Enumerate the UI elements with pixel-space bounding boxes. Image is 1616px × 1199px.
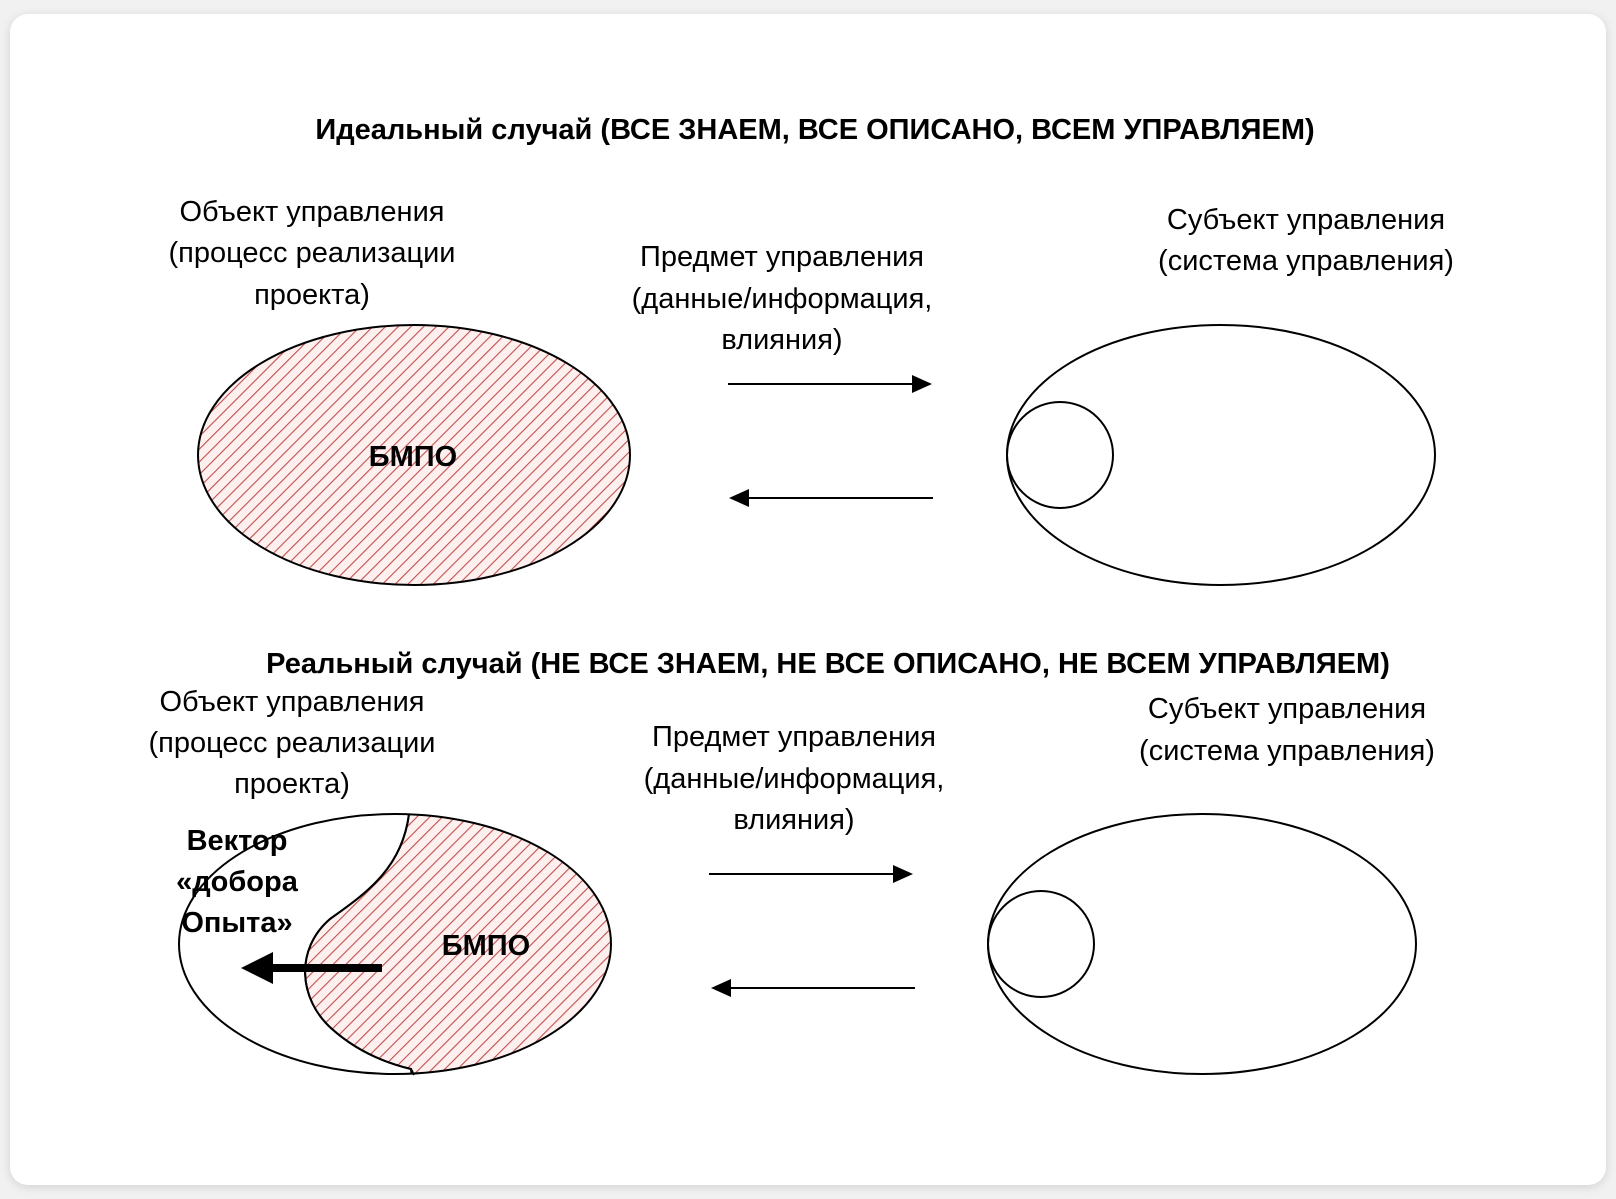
ideal-subject-line-2: (система управления) <box>1158 245 1454 277</box>
real-predmet-line-3: влияния) <box>733 804 855 836</box>
real-arrow-left <box>711 979 915 997</box>
ideal-bmpo-label: БМПО <box>368 441 458 473</box>
real-subject-line-1: Субъект управления <box>1147 693 1427 725</box>
real-vector-label <box>176 825 299 939</box>
ideal-predmet-line-3: влияния) <box>721 324 843 356</box>
real-title: Реальный случай (НЕ ВСЕ ЗНАЕМ, НЕ ВСЕ ОПИСАНО, НЕ ВСЕМ УПРАВЛЯЕМ) <box>266 648 1390 680</box>
real-object-line-1: Объект управления <box>159 686 425 718</box>
real-subject-inner-circle <box>988 891 1094 997</box>
ideal-subject-line-1: Субъект управления <box>1166 204 1446 236</box>
real-subject-ellipse <box>988 814 1416 1074</box>
ideal-predmet-line-1: Предмет управления <box>640 241 924 273</box>
diagram-card <box>10 14 1606 1185</box>
ideal-object-line-1: Объект управления <box>179 196 445 228</box>
real-object-line-2: (процесс реализации <box>148 727 436 759</box>
ideal-predmet-line-2: (данные/информация, <box>631 283 933 315</box>
control-diagram <box>10 14 1606 1185</box>
ideal-subject-inner-circle <box>1007 402 1113 508</box>
real-arrow-right <box>709 865 913 883</box>
real-predmet-line-1: Предмет управления <box>652 721 936 753</box>
ideal-title: Идеальный случай (ВСЕ ЗНАЕМ, ВСЕ ОПИСАНО, ВСЕМ УПРАВЛЯЕМ) <box>315 114 1315 146</box>
real-vector-line-2: «добора <box>176 866 298 898</box>
ideal-arrow-right <box>728 375 932 393</box>
real-object-line-3: проекта) <box>234 768 350 800</box>
ideal-object-line-2: (процесс реализации <box>168 237 456 269</box>
real-object-label <box>148 686 435 800</box>
ideal-object-label <box>168 196 455 311</box>
real-subject-label <box>1139 693 1435 767</box>
real-predmet-line-2: (данные/информация, <box>643 763 945 795</box>
ideal-predmet-label <box>632 241 933 356</box>
real-vector-line-1: Вектор <box>186 825 288 857</box>
ideal-arrow-left <box>729 489 933 507</box>
real-bmpo-label: БМПО <box>441 930 531 962</box>
ideal-subject-label <box>1158 204 1454 277</box>
real-predmet-label <box>644 721 945 836</box>
real-subject-line-2: (система управления) <box>1139 735 1435 767</box>
ideal-object-line-3: проекта) <box>254 279 370 311</box>
real-vector-line-3: Опыта» <box>181 907 293 939</box>
ideal-subject-ellipse <box>1007 325 1435 585</box>
